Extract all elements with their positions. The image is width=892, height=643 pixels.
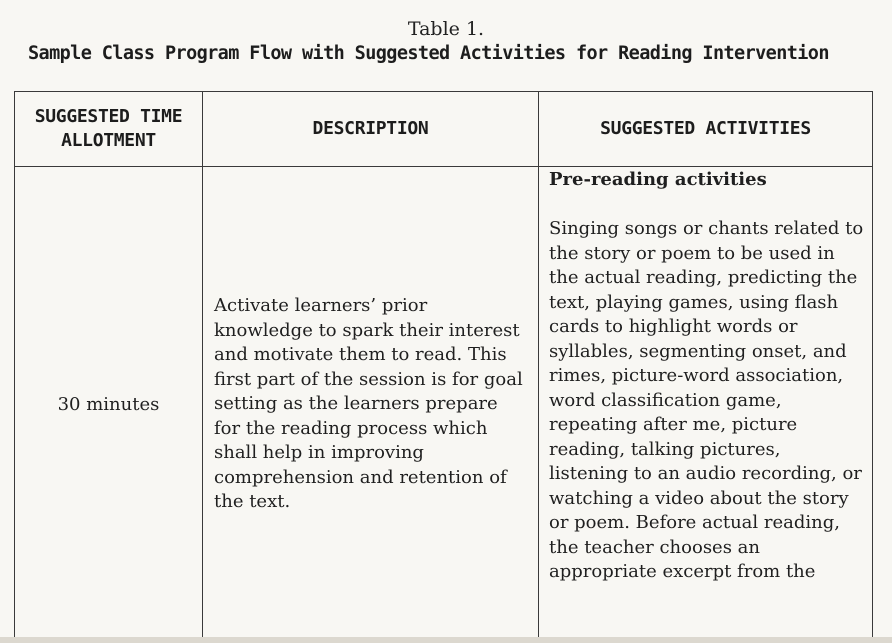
- activities-cell: [539, 167, 873, 643]
- description-cell: Activate learners’ prior knowledge to spark their interest and motivate them to read. This first part of the session is for goal setting as the learners prepare for the reading process which shall help in improving comprehension and retention of the text.: [203, 167, 539, 643]
- table-row: [15, 167, 873, 643]
- activities-heading: Pre-reading activities: [549, 169, 767, 190]
- time-allotment-cell: 30 minutes: [15, 167, 203, 643]
- activities-text: Singing songs or chants related to the story or poem to be used in the actual reading, predicting the text, playing games, using flash cards to highlight words or syllables, segmenting onset, and rimes, picture-word association, word classification game, repeating after me, picture reading, talking pictures, listening to an audio recording, or watching a video about the story or poem. Before actual reading, the teacher chooses an appropriate excerpt from the: [549, 218, 864, 582]
- table-number: Table 1.: [407, 18, 485, 40]
- header-suggested-activities: SUGGESTED ACTIVITIES: [539, 92, 873, 167]
- header-time-allotment: SUGGESTED TIME ALLOTMENT: [15, 92, 203, 167]
- table-header-row: [15, 92, 873, 167]
- program-flow-table: [14, 91, 873, 643]
- header-description: DESCRIPTION: [203, 92, 539, 167]
- table-title: Sample Class Program Flow with Suggested Activities for Reading Intervention: [28, 43, 829, 64]
- page-bottom-edge: [0, 637, 892, 643]
